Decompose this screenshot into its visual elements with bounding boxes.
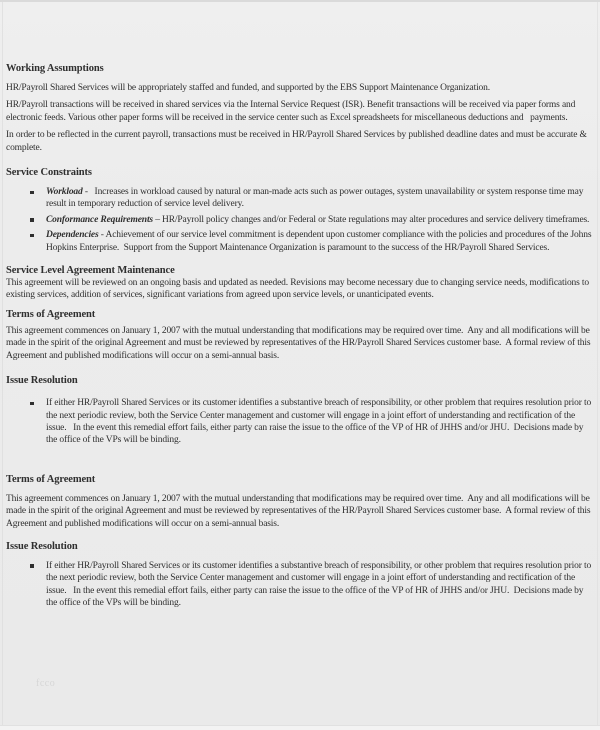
section-heading: Issue Resolution bbox=[6, 375, 78, 387]
bullet-text: If either HR/Payroll Shared Services or its customer identifies a substantive breach of responsibility, or other problem that requires resolution prior to the next periodic review, both the Service Center management and customer will engage in a joint effort of understanding and rectification of the issue. In the event this remedial effort fails, either party can raise the issue to the office of the VP of HR of JHHS and/or JHU. Decisions made by the office of the VPs will be binding. bbox=[46, 398, 594, 446]
bullet-item bbox=[46, 560, 595, 610]
section-heading: Issue Resolution bbox=[6, 540, 78, 552]
paragraph: In order to be reflected in the current payroll, transactions must be received in HR/Payroll Shared Services by published deadline dates and must be accurate & complete. bbox=[6, 130, 590, 153]
bullet-list bbox=[6, 560, 595, 610]
section-sla-maintenance bbox=[6, 264, 595, 302]
bullet-item bbox=[46, 186, 595, 211]
bullet-label: Dependencies bbox=[46, 230, 99, 241]
section-heading: Terms of Agreement bbox=[6, 473, 96, 485]
bullet-text: - Achievement of our service level commitment is dependent upon customer compliance with the policies and procedures of the Johns Hopkins Enterprise. Support from the Support Maintenance Organization is paramount to the success of the HR/Payroll Shared Services. bbox=[46, 230, 594, 253]
paragraph: HR/Payroll Shared Services will be appropriately staffed and funded, and supported by the EBS Support Maintenance Organization. bbox=[6, 83, 490, 93]
bullet-item bbox=[46, 229, 595, 254]
section-terms-of-agreement-2 bbox=[6, 473, 595, 530]
bullet-label: Workload bbox=[46, 187, 83, 198]
bullet-item bbox=[46, 214, 595, 226]
paragraph: This agreement commences on January 1, 2007 with the mutual understanding that modifications may be required over time. Any and all modifications will be made in the spirit of the original Agreement and must be reviewed by representatives of the HR/Payroll Shared Services customer base. A formal review of this Agreement and published modifications will occur on a semi-annual basis. bbox=[6, 493, 593, 529]
paragraph: This agreement commences on January 1, 2007 with the mutual understanding that modifications may be required over time. Any and all modifications will be made in the spirit of the original Agreement and must be reviewed by representatives of the HR/Payroll Shared Services customer base. A formal review of this Agreement and published modifications will occur on a semi-annual basis. bbox=[6, 325, 593, 361]
document-content bbox=[0, 2, 600, 610]
section-heading: Service Level Agreement Maintenance bbox=[6, 265, 175, 277]
bullet-list bbox=[6, 186, 595, 254]
section-heading: Terms of Agreement bbox=[6, 308, 96, 320]
section-terms-of-agreement bbox=[6, 308, 595, 362]
section-service-constraints bbox=[6, 166, 595, 254]
paragraph: HR/Payroll transactions will be received in shared services via the Internal Service Request (ISR). Benefit transactions will be received via paper forms and electronic feeds. Various other paper forms will be received in the service center such as Excel spreadsheets for miscellaneous deductions and payments. bbox=[6, 100, 578, 123]
bullet-text: - Increases in workload caused by natural or man-made acts such as power outages, system unavailability or system response time may result in temporary reduction of service level delivery. bbox=[46, 187, 586, 210]
bullet-list bbox=[6, 397, 595, 447]
bullet-label: Conformance Requirements bbox=[46, 214, 153, 225]
section-issue-resolution-2 bbox=[6, 540, 595, 610]
bullet-text: – HR/Payroll policy changes and/or Federal or State regulations may alter procedures and service delivery timeframes. bbox=[152, 214, 590, 225]
bullet-text: If either HR/Payroll Shared Services or its customer identifies a substantive breach of responsibility, or other problem that requires resolution prior to the next periodic review, both the Service Center management and customer will engage in a joint effort of understanding and rectification of the issue. In the event this remedial effort fails, either party can raise the issue to the office of the VP of HR of JHHS and/or JHU. Decisions made by the office of the VPs will be binding. bbox=[46, 560, 594, 609]
page-edge-line bbox=[597, 2, 598, 730]
watermark-text: fcco bbox=[36, 678, 56, 689]
paragraph: This agreement will be reviewed on an ongoing basis and updated as needed. Revisions may become necessary due to changing service needs, modifications to existing services, addition of services, significant variations from agreed upon service levels, or unanticipated events. bbox=[6, 278, 592, 301]
section-issue-resolution bbox=[6, 374, 595, 447]
bullet-item bbox=[46, 397, 595, 447]
section-heading: Service Constraints bbox=[6, 167, 92, 179]
section-working-assumptions bbox=[6, 62, 595, 154]
section-heading: Working Assumptions bbox=[6, 63, 104, 74]
